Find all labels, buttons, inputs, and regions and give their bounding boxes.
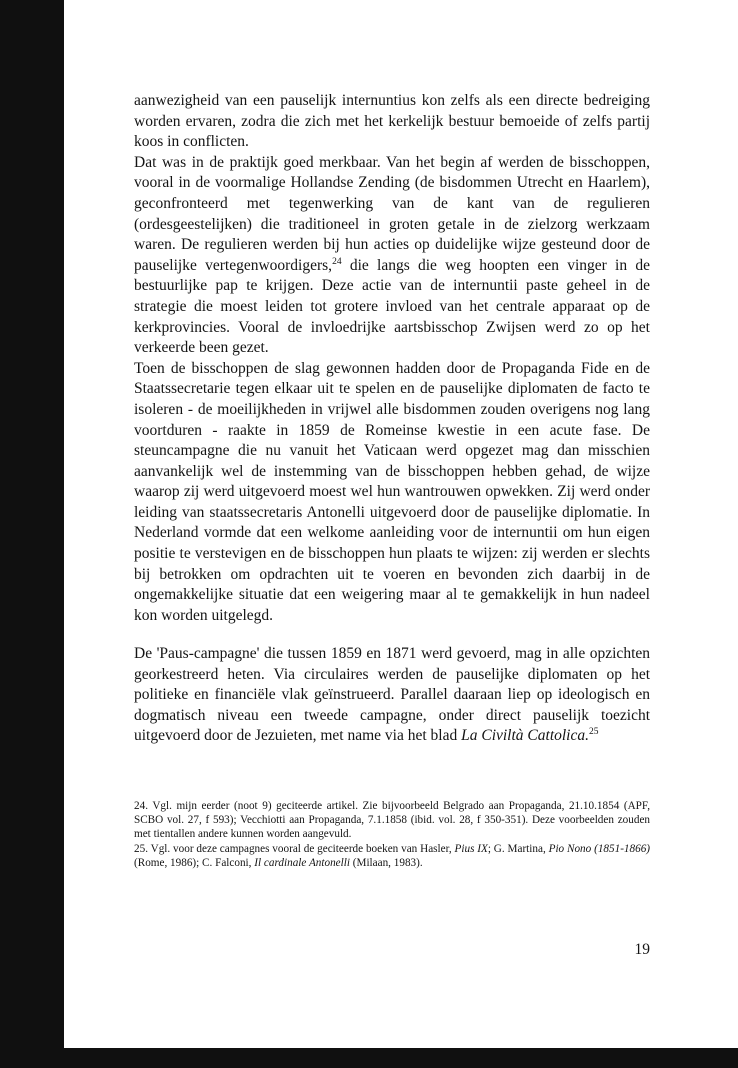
journal-title: La Civiltà Cattolica. [461,727,589,745]
footnote-25-part-2: ; G. Martina, [487,842,546,855]
footnote-25-title-1: Pius IX [454,842,488,855]
footnote-25-part-4: (Milaan, 1983). [352,856,423,869]
footnote-ref-25[interactable]: 25 [589,727,599,738]
footnote-25-part-1: 25. Vgl. voor deze campagnes vooral de geciteerde boeken van Hasler, [134,842,452,855]
paragraph-4 [134,644,650,747]
footnotes [134,799,650,870]
paragraph-4-text: De 'Paus-campagne' die tussen 1859 en 1871 werd gevoerd, mag in alle opzichten georkestreerd heten. Via circulaires werden de pauselijke diplomaten op het politieke en financiële vlak geïnstrueerd. Parallel daaraan liep op ideologisch en dogmatisch niveau een tweede campagne, onder direct pauselijk toezicht uitgevoerd door de Jezuieten, met name via het blad [134,645,650,745]
paragraph-2 [134,153,650,359]
paragraph-2-part-2: die langs die weg hoopten een vinger in de bestuurlijke pap te krijgen. Deze actie van de internuntii paste geheel in de strategie die moest leiden tot grotere invloed van het centrale apparaat op de kerkprovincies. Vooral de invloedrijke aartsbisschop Zwijsen werd zo op het verkeerde been gezet. [134,256,650,357]
paragraph-2-part-1: Dat was in de praktijk goed merkbaar. Van het begin af werden de bisschoppen, vooral in de voormalige Hollandse Zending (de bisdommen Utrecht en Haarlem), geconfronteerd met tegenwerking van de kant van de regulieren (ordesgeestelijken) die traditioneel in groten getale in de zielzorg werkzaam waren. De regulieren werden bij hun acties op duidelijke wijze gesteund door de pauselijke vertegenwoordigers, [134,153,650,274]
body-text [134,91,650,626]
body-text-2 [134,644,650,747]
scan-edge-left [0,0,64,1068]
footnote-25-title-3: Il cardinale Antonelli [254,856,350,869]
paragraph-1: aanwezigheid van een pauselijk internuntius kon zelfs als een directe bedreiging worden ervaren, zodra die zich met het kerkelijk bestuur bemoeide of zelfs partij koos in conflicten. [134,92,650,151]
footnote-25-part-3: (Rome, 1986); C. Falconi, [134,856,252,869]
footnote-24: 24. Vgl. mijn eerder (noot 9) geciteerde artikel. Zie bijvoorbeeld Belgrado aan Propaganda, 21.10.1854 (APF, SCBO vol. 27, f 593); Vecchiotti aan Propaganda, 7.1.1858 (ibid. vol. 28, f 350-351). Deze voorbeelden zouden met tientallen andere kunnen worden aangevuld. [134,800,650,841]
page-number: 19 [634,941,650,958]
footnote-25 [134,842,650,870]
footnote-ref-24[interactable]: 24 [332,256,342,267]
scan-edge-bottom [64,1048,738,1068]
footnote-25-title-2: Pio Nono (1851-1866) [548,842,651,855]
paragraph-3: Toen de bisschoppen de slag gewonnen hadden door de Propaganda Fide en de Staatssecretarie tegen elkaar uit te spelen en de pauselijke diplomaten de facto te isoleren - de moeilijkheden in vrijwel alle bisdommen zouden overigens nog lang voortduren - raakte in 1859 de Romeinse kwestie in een acute fase. De steuncampagne die nu vanuit het Vaticaan werd opgezet mag dan misschien aanvankelijk wel de instemming van de bisschoppen hebben gehad, de wijze waarop zij werd uitgevoerd moest wel hun wantrouwen opwekken. Zij werd onder leiding van staatssecretaris Antonelli uitgevoerd door de pauselijke diplomatie. In Nederland vormde dat een welkome aanleiding voor de internuntii om hun eigen positie te verstevigen en de bisschoppen hun plaats te wijzen: zij werden er slechts bij betrokken om opdrachten uit te voeren en bevonden zich daarbij in de ongemakkelijke situatie dat een weigering maar al te gemakkelijk in hun nadeel kon worden uitgelegd. [134,359,650,624]
